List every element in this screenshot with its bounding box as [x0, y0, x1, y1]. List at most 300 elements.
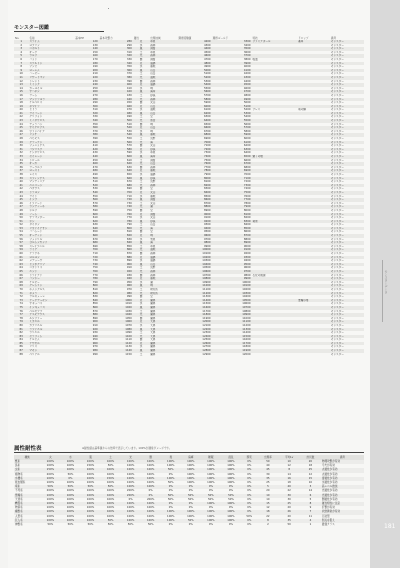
monster-cell: 1040 — [99, 313, 133, 317]
monster-cell: 4 — [20, 50, 23, 54]
monster-cell: 8700 — [212, 234, 252, 238]
resist-header-cell: 平均Lv — [278, 455, 300, 460]
monster-cell: グレムリン — [28, 284, 74, 288]
monster-cell: 700 — [99, 191, 133, 195]
monster-cell: 77 — [14, 313, 28, 317]
monster-cell: 7 — [14, 62, 28, 66]
resist-cell: 0% — [247, 523, 252, 527]
resist-cell: 200% — [146, 497, 155, 501]
resist-cell: 9 — [309, 506, 312, 510]
monster-cell: 370 — [92, 129, 98, 133]
monster-cell: モンスター — [330, 65, 344, 69]
resist-cell: 20 — [266, 489, 270, 493]
monster-cell: 風 — [133, 328, 149, 332]
monster-cell: モンスター — [330, 133, 364, 137]
resist-cell: 100% — [60, 494, 80, 498]
monster-cell: 10 — [19, 72, 23, 76]
resist-cell: 50% — [107, 464, 114, 468]
monster-cell: 640 — [99, 169, 133, 173]
monster-cell: 55 — [14, 234, 28, 238]
monster-cell: リヴァイアサン — [28, 227, 74, 231]
resist-cell: 0% — [181, 502, 201, 506]
resist-cell: 0% — [60, 477, 80, 481]
monster-cell: 土 — [139, 180, 143, 184]
resist-cell: 100% — [221, 477, 241, 481]
monster-cell: 魔界 — [149, 349, 177, 353]
monster-cell: 65 — [14, 270, 28, 274]
resist-cell: 100% — [181, 460, 201, 464]
monster-cell: 7400 — [177, 155, 211, 159]
monster-cell: 11400 — [177, 299, 211, 303]
monster-cell: 9700 — [203, 237, 211, 241]
monster-cell: 3400 — [243, 43, 251, 47]
monster-cell: 6300 — [203, 115, 211, 119]
monster-cell: マンドラゴラ — [28, 98, 74, 102]
monster-cell: 10200 — [177, 256, 211, 260]
monster-cell: 470 — [92, 165, 98, 169]
monster-cell: 790 — [126, 223, 132, 227]
monster-cell: 空 — [150, 208, 153, 212]
monster-cell: 魔界 — [150, 309, 156, 313]
resist-cell: 0% — [148, 489, 153, 493]
resist-cell: 100% — [80, 510, 100, 514]
monster-cell: 遺跡 — [150, 259, 156, 263]
monster-cell: 5500 — [203, 86, 211, 90]
resist-cell: 光属性が有効 — [321, 494, 364, 498]
resist-cell: 0% — [161, 502, 181, 506]
resist-cell: 100% — [207, 472, 215, 476]
monster-cell: 吸血 — [252, 57, 258, 61]
monster-cell: 1120 — [99, 342, 133, 346]
monster-cell: スフィンクス — [28, 177, 74, 181]
monster-cell: 200 — [74, 69, 98, 73]
monster-cell: 940 — [74, 335, 98, 339]
monster-cell: 城 — [150, 129, 153, 133]
resist-cell: 14 — [287, 472, 291, 476]
monster-cell: 闇 — [139, 295, 143, 299]
monster-cell: 空 — [150, 230, 153, 234]
monster-header-cell: 出現地域 — [150, 37, 161, 40]
resist-table-body — [14, 460, 364, 527]
resist-cell: 10 — [278, 460, 300, 464]
monster-cell: 240 — [74, 83, 98, 87]
resist-cell: 14 — [308, 489, 313, 493]
monster-cell: 5900 — [212, 133, 252, 137]
monster-cell: 170 — [92, 57, 98, 61]
monster-cell: 魔界 — [149, 306, 177, 310]
monster-cell: 380 — [99, 76, 133, 80]
monster-cell: 11000 — [242, 316, 251, 320]
monster-cell: ウリエル — [29, 331, 40, 335]
resist-cell: 100% — [86, 514, 95, 518]
monster-cell: 66 — [19, 273, 23, 277]
monster-cell: サキュバス — [29, 302, 43, 306]
monster-cell: モンスター — [330, 155, 364, 159]
monster-cell: 4600 — [243, 86, 251, 90]
monster-cell: 300 — [74, 105, 98, 109]
monster-table-header — [14, 33, 364, 40]
monster-cell: 11900 — [202, 316, 211, 320]
monster-cell: 870 — [126, 252, 132, 256]
resist-cell: 100% — [106, 489, 115, 493]
monster-cell: 4900 — [203, 65, 211, 69]
monster-cell: 11 — [14, 76, 28, 80]
monster-cell: 67 — [14, 277, 28, 281]
resist-cell: 100% — [126, 506, 135, 510]
monster-cell: サハギン — [28, 90, 74, 94]
monster-cell: 1100 — [99, 335, 133, 339]
monster-cell: 10700 — [212, 306, 252, 310]
resist-cell: 100% — [86, 472, 95, 476]
monster-cell: 11600 — [177, 306, 211, 310]
monster-cell: 5800 — [243, 129, 251, 133]
monster-cell: 6900 — [203, 137, 211, 141]
monster-cell: モンスター — [330, 335, 364, 339]
monster-cell: 土 — [139, 309, 143, 313]
monster-cell: 竜の鱗 — [298, 108, 306, 112]
monster-cell: 草原 — [150, 244, 156, 248]
section-title: モンスター図鑑 — [14, 24, 104, 32]
monster-cell: 6000 — [243, 137, 251, 141]
monster-cell: 水 — [139, 259, 143, 263]
monster-cell: 水 — [139, 151, 143, 155]
monster-cell: 600 — [74, 213, 98, 217]
monster-cell: 7500 — [203, 158, 211, 162]
resist-cell: 100% — [141, 468, 161, 472]
monster-cell: 9600 — [177, 234, 211, 238]
monster-cell: 城 — [149, 284, 177, 288]
monster-cell: 890 — [92, 316, 98, 320]
monster-cell: 63 — [14, 263, 28, 267]
monster-cell: モンスター — [330, 137, 344, 141]
monster-cell: 68 — [19, 280, 23, 284]
monster-cell: 土 — [139, 137, 143, 141]
resist-cell: 属性相性に注意 — [321, 502, 364, 506]
monster-cell: 3 — [14, 47, 28, 51]
monster-cell: 闇 — [139, 273, 143, 277]
resist-cell: 40 — [266, 464, 270, 468]
monster-cell: 450 — [92, 158, 98, 162]
monster-cell: 光 — [133, 292, 149, 296]
monster-cell: 土 — [139, 352, 143, 356]
monster-cell: 86 — [19, 345, 23, 349]
resist-cell: 100% — [221, 460, 241, 464]
monster-cell: 20 — [19, 108, 23, 112]
monster-cell: 34 — [19, 158, 23, 162]
monster-cell: 5700 — [203, 93, 211, 97]
monster-cell: 風 — [133, 133, 149, 137]
monster-cell: モンスター — [330, 83, 364, 87]
monster-cell: モンスター — [330, 223, 344, 227]
monster-cell: 16 — [19, 93, 23, 97]
monster-cell: 12000 — [177, 320, 211, 324]
monster-cell: 海岸 — [149, 155, 177, 159]
resist-cell: 0% — [241, 494, 258, 498]
resist-cell: 100% — [46, 481, 55, 485]
monster-cell: 10400 — [242, 295, 251, 299]
monster-cell: アザゼル — [28, 342, 74, 346]
resist-cell: 100% — [101, 460, 121, 464]
page-edge-tab — [370, 0, 400, 568]
monster-cell: 9200 — [243, 252, 251, 256]
resist-cell: 100% — [101, 494, 121, 498]
monster-cell: 370 — [126, 72, 132, 76]
monster-cell: 12500 — [202, 338, 211, 342]
monster-cell: 闇 — [139, 187, 143, 191]
monster-cell: モンスター — [330, 112, 364, 116]
monster-cell: 520 — [74, 184, 98, 188]
monster-cell: バンシー — [28, 277, 74, 281]
monster-cell: スレイプニル — [29, 244, 45, 248]
monster-cell: 970 — [126, 287, 132, 291]
monster-cell: モンスター — [330, 62, 364, 66]
monster-cell: モンスター — [330, 180, 344, 184]
monster-cell: 荒野 — [150, 137, 156, 141]
monster-cell: 210 — [92, 72, 98, 76]
monster-cell: 闇 — [139, 144, 143, 148]
monster-cell: 550 — [92, 194, 98, 198]
monster-cell: 4200 — [177, 40, 211, 44]
monster-cell: 風 — [133, 112, 149, 116]
monster-cell: コボルト — [28, 47, 74, 51]
monster-cell: 860 — [74, 306, 98, 310]
subsection-note: ※耐性値は基準値からの倍率で表示しています。100%が通常ダメージです。 — [82, 447, 172, 450]
edge-divider — [382, 260, 383, 322]
monster-cell: 72 — [19, 295, 23, 299]
monster-cell: 390 — [126, 79, 132, 83]
monster-cell: モンスター — [330, 122, 344, 126]
resist-cell: 100% — [60, 460, 80, 464]
resist-cell: 0% — [168, 489, 173, 493]
resist-cell: 5 — [309, 497, 312, 501]
monster-cell: リッチ — [28, 133, 74, 137]
monster-cell: 闇 — [139, 338, 143, 342]
monster-cell: 6900 — [212, 169, 252, 173]
monster-cell: 800 — [74, 284, 98, 288]
resist-cell: 50% — [60, 485, 80, 489]
resist-cell: 50% — [181, 494, 201, 498]
monster-cell: ヴァンパイア — [29, 129, 45, 133]
monster-cell: 7300 — [203, 151, 211, 155]
monster-cell: 闇 — [139, 316, 143, 320]
resist-header-cell: 睡眠 — [201, 455, 221, 460]
monster-cell: 8900 — [212, 241, 252, 245]
resist-cell: 18 — [287, 481, 291, 485]
resist-header-cell: 毒 — [161, 455, 181, 460]
monster-cell: 57 — [14, 241, 28, 245]
monster-cell: 6200 — [243, 144, 251, 148]
monster-cell: 850 — [126, 244, 132, 248]
monster-cell: 440 — [99, 98, 133, 102]
monster-cell: 5600 — [243, 122, 251, 126]
monster-cell: 7600 — [177, 162, 211, 166]
resist-cell: 100% — [106, 497, 115, 501]
monster-cell: 11000 — [177, 284, 211, 288]
resist-cell: 50% — [228, 497, 234, 501]
monster-cell: 7200 — [177, 148, 211, 152]
monster-cell: 薬草 — [297, 40, 325, 44]
resist-cell: 100% — [121, 519, 141, 523]
monster-cell: 52 — [19, 223, 23, 227]
monster-cell: ガーゴイル — [29, 86, 43, 90]
monster-cell: 70 — [19, 287, 23, 291]
monster-cell: 12400 — [177, 335, 211, 339]
monster-cell: 4600 — [177, 54, 211, 58]
monster-cell: 9600 — [243, 266, 251, 270]
monster-cell: モンスター — [330, 328, 364, 332]
resist-cell: 100% — [121, 460, 141, 464]
monster-cell: 930 — [126, 273, 132, 277]
monster-cell: 7700 — [212, 198, 252, 202]
monster-cell: トレント — [29, 79, 40, 83]
resist-cell: 50% — [101, 519, 121, 523]
monster-cell: 天界 — [150, 323, 156, 327]
monster-cell: 810 — [92, 287, 98, 291]
resist-cell: 100% — [66, 506, 75, 510]
monster-cell: 草原 — [150, 50, 156, 54]
monster-cell: 1010 — [125, 302, 132, 306]
monster-cell: 10100 — [212, 284, 252, 288]
monster-cell: 海 — [149, 241, 177, 245]
resist-cell: 鳥系 — [15, 464, 21, 468]
monster-cell — [252, 353, 298, 357]
monster-cell: セイレーン — [28, 155, 74, 159]
monster-cell: 山岳 — [150, 72, 156, 76]
monster-cell: 990 — [92, 352, 98, 356]
monster-cell: 7800 — [243, 201, 251, 205]
monster-cell: 土 — [139, 201, 143, 205]
monster-cell: 風 — [133, 241, 149, 245]
resist-cell: 100% — [201, 477, 221, 481]
resist-cell: 22 — [266, 514, 270, 518]
resist-cell: 闇属性が有効 — [321, 497, 338, 501]
resist-cell: 50% — [47, 523, 54, 527]
resist-cell: 50% — [147, 523, 154, 527]
monster-cell: 5000 — [177, 69, 211, 73]
resist-header-cell: 出現率 — [258, 455, 279, 460]
monster-cell: 7900 — [203, 172, 211, 176]
resist-cell: 100% — [60, 510, 80, 514]
monster-cell: キマイラ — [28, 105, 74, 109]
monster-cell: 960 — [74, 342, 98, 346]
monster-cell: 850 — [92, 302, 98, 306]
resist-cell: 30 — [287, 497, 291, 501]
monster-cell: 11100 — [212, 320, 252, 324]
monster-cell: 300 — [99, 47, 133, 51]
monster-cell: 1060 — [99, 320, 133, 324]
monster-cell: 6800 — [243, 165, 251, 169]
monster-cell: モンスター — [330, 338, 344, 342]
monster-cell: 410 — [126, 86, 132, 90]
monster-cell: 50 — [19, 216, 23, 220]
resist-cell: 100% — [66, 489, 75, 493]
monster-cell: 火 — [133, 169, 149, 173]
monster-cell: 6700 — [203, 129, 211, 133]
resist-cell: 100% — [60, 502, 80, 506]
monster-cell: 4700 — [203, 57, 211, 61]
resist-cell: 100% — [227, 481, 235, 485]
monster-cell: 水 — [139, 302, 143, 306]
monster-cell: 6500 — [212, 155, 252, 159]
resist-cell: 0% — [168, 472, 173, 476]
monster-cell: 45 — [14, 198, 28, 202]
monster-cell: 11800 — [177, 313, 211, 317]
monster-cell: 740 — [74, 263, 98, 267]
monster-cell: 海岸 — [149, 90, 177, 94]
monster-cell: 9 — [14, 69, 28, 73]
monster-cell: 230 — [92, 79, 98, 83]
monster-cell: 600 — [99, 155, 133, 159]
monster-cell: 1030 — [125, 309, 132, 313]
monster-cell: スライム — [28, 40, 74, 44]
monster-cell: モンスター — [330, 349, 364, 353]
monster-cell: 530 — [126, 129, 132, 133]
monster-cell: 760 — [99, 213, 133, 217]
monster-cell: 970 — [92, 345, 98, 349]
monster-cell: リリス — [29, 345, 38, 349]
monster-cell: 18 — [19, 101, 23, 105]
monster-cell: 火山 — [150, 101, 156, 105]
monster-cell: 180 — [74, 62, 98, 66]
resist-cell: 100% — [141, 460, 161, 464]
resist-cell: 0% — [208, 506, 213, 510]
resist-cell: 水棲系 — [14, 477, 40, 481]
monster-cell: 8700 — [203, 201, 211, 205]
monster-cell: 800 — [99, 227, 133, 231]
monster-cell: 海 — [149, 141, 177, 145]
resist-cell: 状態異常が有効 — [321, 510, 364, 514]
monster-cell: モンスター — [330, 43, 344, 47]
resist-cell: 精霊系 — [14, 502, 40, 506]
monster-cell: モンスター — [330, 126, 364, 130]
resist-cell: 6 — [300, 494, 321, 498]
resist-cell: 40 — [278, 485, 300, 489]
monster-cell: モンスター — [330, 216, 344, 220]
monster-cell: 890 — [126, 259, 132, 263]
monster-cell: 920 — [74, 328, 98, 332]
resist-cell: 氷属性が有効 — [321, 481, 338, 485]
monster-cell: フェンリル — [29, 237, 43, 241]
monster-cell: 土 — [139, 158, 143, 162]
monster-cell: モンスター — [330, 105, 364, 109]
monster-cell: 75 — [14, 306, 28, 310]
monster-cell: 910 — [126, 266, 132, 270]
monster-cell: モンスター — [330, 244, 344, 248]
resist-cell: 50% — [101, 485, 121, 489]
monster-cell: 590 — [126, 151, 132, 155]
monster-cell: 39 — [14, 177, 28, 181]
monster-cell: 研究所 — [150, 287, 158, 291]
monster-cell: 7800 — [177, 169, 211, 173]
resist-cell: 100% — [146, 514, 155, 518]
monster-cell: アークデーモン — [28, 299, 74, 303]
resist-cell: 100% — [126, 472, 135, 476]
monster-cell: サラマンダー — [29, 216, 45, 220]
resist-cell: 20 — [287, 506, 291, 510]
resist-cell: 0% — [247, 497, 252, 501]
monster-cell: 11600 — [242, 338, 251, 342]
monster-cell: 1000 — [99, 299, 133, 303]
monster-cell: モンスター — [330, 50, 344, 54]
monster-cell: 闇 — [139, 101, 143, 105]
monster-cell: モンスター — [330, 287, 344, 291]
monster-cell: 10900 — [212, 313, 252, 317]
monster-cell: セラフィム — [28, 335, 74, 339]
monster-cell: 荒野 — [150, 266, 156, 270]
monster-cell: 4400 — [177, 47, 211, 51]
monster-cell: ノーム — [28, 213, 74, 217]
monster-cell: 10800 — [177, 277, 211, 281]
